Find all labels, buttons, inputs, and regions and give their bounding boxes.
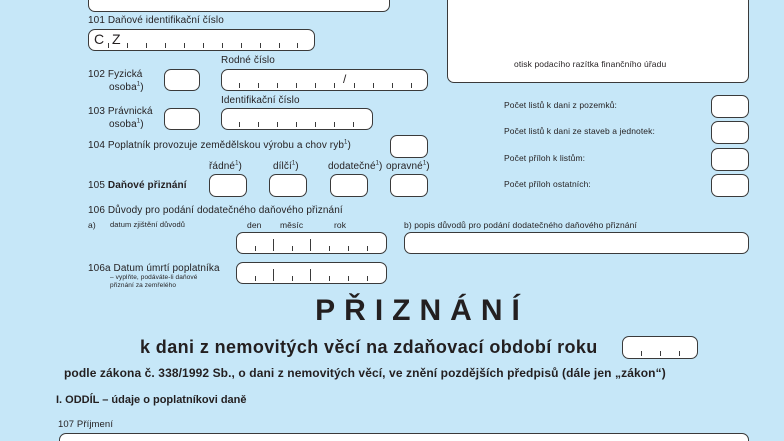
f107-label: 107 Příjmení (58, 419, 114, 430)
tax-id-input[interactable] (88, 29, 315, 51)
date-header-month: měsíc (280, 220, 304, 230)
corrective-return-checkbox[interactable] (390, 174, 428, 197)
form-subtitle: k dani z nemovitých věcí na zdaňovací období roku (140, 337, 598, 357)
f101-label: 101 Daňové identifikační číslo (88, 15, 224, 26)
date-header-year: rok (334, 220, 347, 230)
birth-number-label: Rodné číslo (221, 55, 275, 66)
tax-year-input[interactable] (622, 336, 698, 359)
f102-label: 102 Fyzická osoba$^1$) (88, 69, 144, 93)
reason-date-input[interactable] (236, 232, 387, 254)
tax-id-char-1: C (94, 31, 105, 47)
stamp-caption: otisk podacího razítka finančního úřadu (514, 59, 667, 69)
f106a-label: 106a Datum úmrtí poplatníka (88, 263, 220, 274)
count-label-buildings: Počet listů k dani ze staveb a jednotek: (504, 126, 655, 136)
count-sheet-attachments-input[interactable] (711, 148, 749, 171)
f105-label: 105 Daňové přiznání (88, 180, 187, 191)
count-label-sheet-attachments: Počet příloh k listům: (504, 153, 586, 163)
f106-label: 106 Důvody pro podání dodatečného daňového přiznání (88, 205, 343, 216)
reason-description-input[interactable] (404, 232, 749, 254)
f106-a-label: datum zjištění důvodů (110, 220, 186, 229)
f106-a-prefix: a) (88, 220, 96, 230)
company-id-label: Identifikační číslo (221, 95, 300, 106)
f103-label: 103 Právnická osoba$^1$) (88, 106, 153, 130)
natural-person-checkbox[interactable] (164, 69, 200, 91)
date-header-day: den (247, 220, 262, 230)
form-title: PŘIZNÁNÍ (315, 294, 529, 327)
count-land-input[interactable] (711, 95, 749, 118)
f105-option-label-3: dodatečné$^1$) (328, 160, 383, 172)
legal-person-checkbox[interactable] (164, 108, 200, 130)
count-other-attachments-input[interactable] (711, 174, 749, 197)
count-label-land: Počet listů k dani z pozemků: (504, 100, 617, 110)
f106-b-label: b) popis důvodů pro podání dodatečného daňového přiznání (404, 220, 637, 230)
surname-input[interactable] (59, 433, 749, 441)
birth-number-input[interactable] (221, 69, 428, 91)
company-id-input[interactable] (221, 108, 373, 130)
count-buildings-input[interactable] (711, 121, 749, 144)
section-1-title: I. ODDÍL – údaje o poplatníkovi daně (56, 394, 247, 406)
law-reference: podle zákona č. 338/1992 Sb., o dani z nemovitých věcí, ve znění pozdějších předpisů (dále jen „zákon“) (64, 366, 666, 380)
supplementary-return-checkbox[interactable] (330, 174, 368, 197)
f105-option-label-4: opravné$^1$) (386, 160, 430, 172)
f104-label: 104 Poplatník provozuje zemědělskou výrobu a chov ryb$^1$) (88, 139, 351, 151)
death-date-input[interactable] (236, 262, 387, 284)
count-label-other-attachments: Počet příloh ostatních: (504, 179, 591, 189)
f105-option-label-2: dílčí$^1$) (273, 160, 299, 172)
agriculture-checkbox[interactable] (390, 135, 428, 158)
partial-return-checkbox[interactable] (269, 174, 307, 197)
f105-option-label-1: řádné$^1$) (209, 160, 242, 172)
f106a-note: – vyplňte, podáváte-li daňové přiznání za zemřelého (110, 274, 198, 289)
regular-return-checkbox[interactable] (209, 174, 247, 197)
tax-id-char-2: Z (112, 31, 121, 47)
birth-number-separator: / (343, 72, 347, 86)
stamp-area (447, 0, 749, 83)
top-field[interactable] (88, 0, 390, 12)
